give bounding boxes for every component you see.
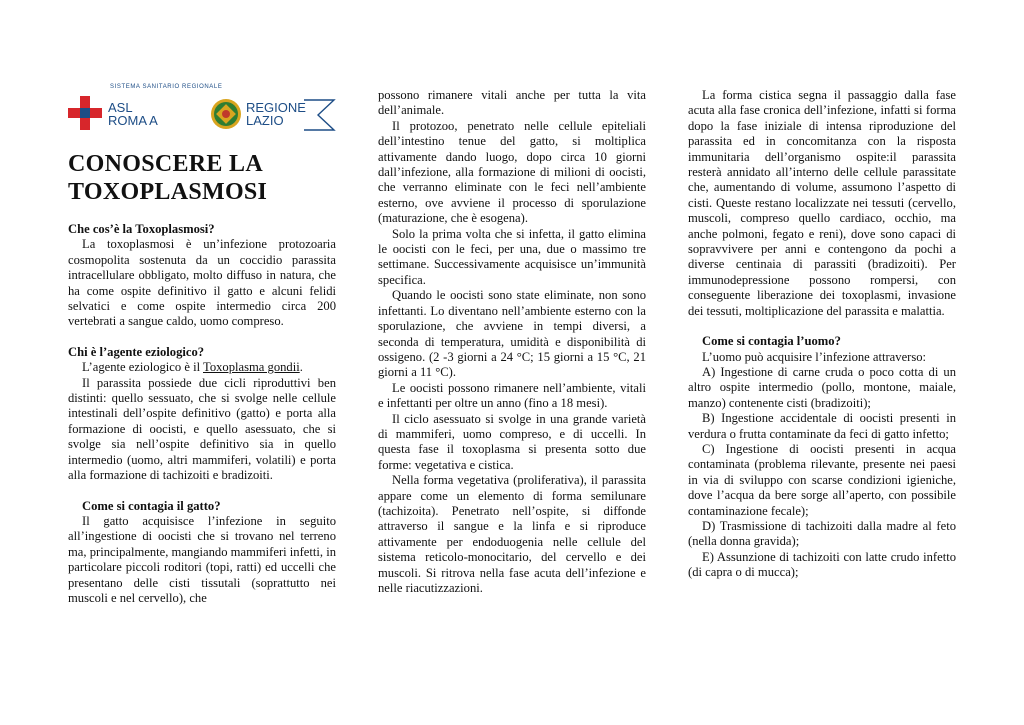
paragraph: Nella forma vegetativa (proliferativa), il parassita appare come un elemento di forma semilunare (tachizoita). Penetrato nell’ospite, si diffonde attraverso il sangue e la linfa e si riproduce attivamente per endoduogenia nelle cellule del sistema reticolo-monocitario, del cervello e dei muscoli. Si ritrova nella fase acuta dell’infezione e nelle riacutizzazioni. xyxy=(378,473,646,595)
column-2 xyxy=(378,88,646,596)
paragraph: Solo la prima volta che si infetta, il gatto elimina le oocisti con le feci, per una, due o massimo tre settimane. Successivamente acquisisce un’immunità specifica. xyxy=(378,226,646,287)
paragraph: possono rimanere vitali anche per tutta la vita dell’animale. xyxy=(378,88,646,118)
paragraph: Il gatto acquisisce l’infezione in seguito all’ingestione di oocisti che si trovano nel terreno ma, principalmente, mangiando mammiferi infetti, in particolare piccoli roditori (topi, ratti) ed uccelli che presentano delle cisti tissutali (soprattutto nei muscoli e nel cervello), che xyxy=(68,513,336,605)
title-line2: TOXOPLASMOSI xyxy=(68,179,268,205)
heading-cos-e: Che cos’è la Toxoplasmosi? xyxy=(68,222,215,236)
paragraph: La forma cistica segna il passaggio dalla fase acuta alla fase cronica dell’infezione, infatti si forma dopo la fase iniziale di intensa riproduzione del parassita ed in concomitanza con la risposta immunitaria dell’organismo ospite:il parassita resterà annidato all’interno delle cellule parassitate che, aumentando di volume, assumono l’aspetto di cisti. Queste restano localizzate nei tessuti (cervello, muscoli, compreso quello cardiaco, occhio, ma anche polmoni, fegato e reni), dove sono capaci di sopravvivere per anni e contengono da pochi a diverse centinaia di parassiti (bradizoiti). Per immunodepressione possono rompersi, con conseguente liberazione dei toxoplasmi, invasione dei tessuti, moltiplicazione del parassita e malattia. xyxy=(688,88,956,318)
column-1 xyxy=(68,222,336,606)
list-item: D) Trasmissione di tachizoiti dalla madre al feto (nella donna gravida); xyxy=(688,518,956,549)
page-title xyxy=(68,150,336,206)
heading-agente-eziologico: Chi è l’agente eziologico? xyxy=(68,344,205,359)
agente-period: . xyxy=(299,360,303,375)
list-item: A) Ingestione di carne cruda o poco cotta di un altro ospite intermedio (pollo, montone, maiale, manzo) contenente cisti (bradizoiti); xyxy=(688,364,956,410)
paragraph: Il parassita possiede due cicli riproduttivi ben distinti: quello sessuato, che si svolge nelle cellule intestinali dell’ospite definitivo (gatto) e porta alla formazione di oocisti, e quello asessuato, che si svolge sia nell’ospite definitivo sia in quello intermedio (uomo, altri mammiferi, volatili) e porta alla formazione di tachizoiti e bradizoiti. xyxy=(68,375,336,483)
logos-header xyxy=(68,84,336,136)
paragraph: Il ciclo asessuato si svolge in una grande varietà di mammiferi, uomo compreso, e di uccelli. In questa fase il toxoplasma si presenta sotto due forme: vegetativa e cistica. xyxy=(378,411,646,472)
regione-lazio-logo-text xyxy=(246,101,306,127)
asl-cross-logo-icon xyxy=(68,96,102,130)
regione-line1: REGIONE xyxy=(246,100,306,115)
paragraph: Il protozoo, penetrato nelle cellule epiteliali dell’intestino tenue del gatto, si moltiplica attivamente dando luogo, dopo circa 10 giorni dall’infezione, alla formazione di milioni di oocisti, che verranno eliminate con le feci nell’ambiente esterno, ove avviene il processo di sporulazione (maturazione, che è esogena). xyxy=(378,118,646,226)
paragraph: Le oocisti possono rimanere nell’ambiente, vitali e infettanti per oltre un anno (fino a 18 mesi). xyxy=(378,380,646,411)
column-3 xyxy=(688,88,956,581)
asl-roma-a-logo-text xyxy=(108,101,158,127)
regione-lazio-emblem-icon xyxy=(210,98,242,130)
list-item: E) Assunzione di tachizoiti con latte crudo infetto (di capra o di mucca); xyxy=(688,549,956,580)
asl-line1: ASL xyxy=(108,100,133,115)
heading-contagio-uomo: Come si contagia l’uomo? xyxy=(702,334,841,349)
paragraph: La toxoplasmosi è un’infezione protozoaria cosmopolita sostenuta da un coccidio parassita intracellulare obbligato, molto diffuso in natura, che ha come ospite definitivo il gatto e alcuni felidi selvatici e come ospite intermedio circa 200 vertebrati a sangue caldo, uomo compreso. xyxy=(68,237,336,329)
asl-line2: ROMA A xyxy=(108,113,158,128)
heading-contagio-gatto: Come si contagia il gatto? xyxy=(82,498,221,513)
regione-line2: LAZIO xyxy=(246,113,284,128)
paragraph: Quando le oocisti sono state eliminate, non sono infettanti. Lo diventano nell’ambiente esterno con la sporulazione, che avviene in tempi diversi, a seconda di temperatura, umidità e disponibilità di ossigeno. (2 -3 giorni a 24 °C; 15 giorni a 15 °C, 21 giorni a 11 °C). xyxy=(378,288,646,380)
sistema-sanitario-label: SISTEMA SANITARIO REGIONALE xyxy=(110,84,223,90)
list-item: C) Ingestione di oocisti presenti in acqua contaminata (problema rilevante, presente nei paesi in via di sviluppo con scarse condizioni igieniche, dove l’acqua da bere sorge all’aperto, con possibile contaminazione fecale); xyxy=(688,441,956,518)
title-line1: CONOSCERE LA xyxy=(68,151,263,177)
agente-text: L’agente eziologico è il xyxy=(82,360,203,375)
paragraph-agente xyxy=(68,360,336,375)
paragraph: L’uomo può acquisire l’infezione attraverso: xyxy=(702,349,927,364)
toxoplasma-gondii-term: Toxoplasma gondii xyxy=(203,360,300,375)
list-item: B) Ingestione accidentale di oocisti presenti in verdura o frutta contaminate da feci di gatto infetto; xyxy=(688,411,956,441)
